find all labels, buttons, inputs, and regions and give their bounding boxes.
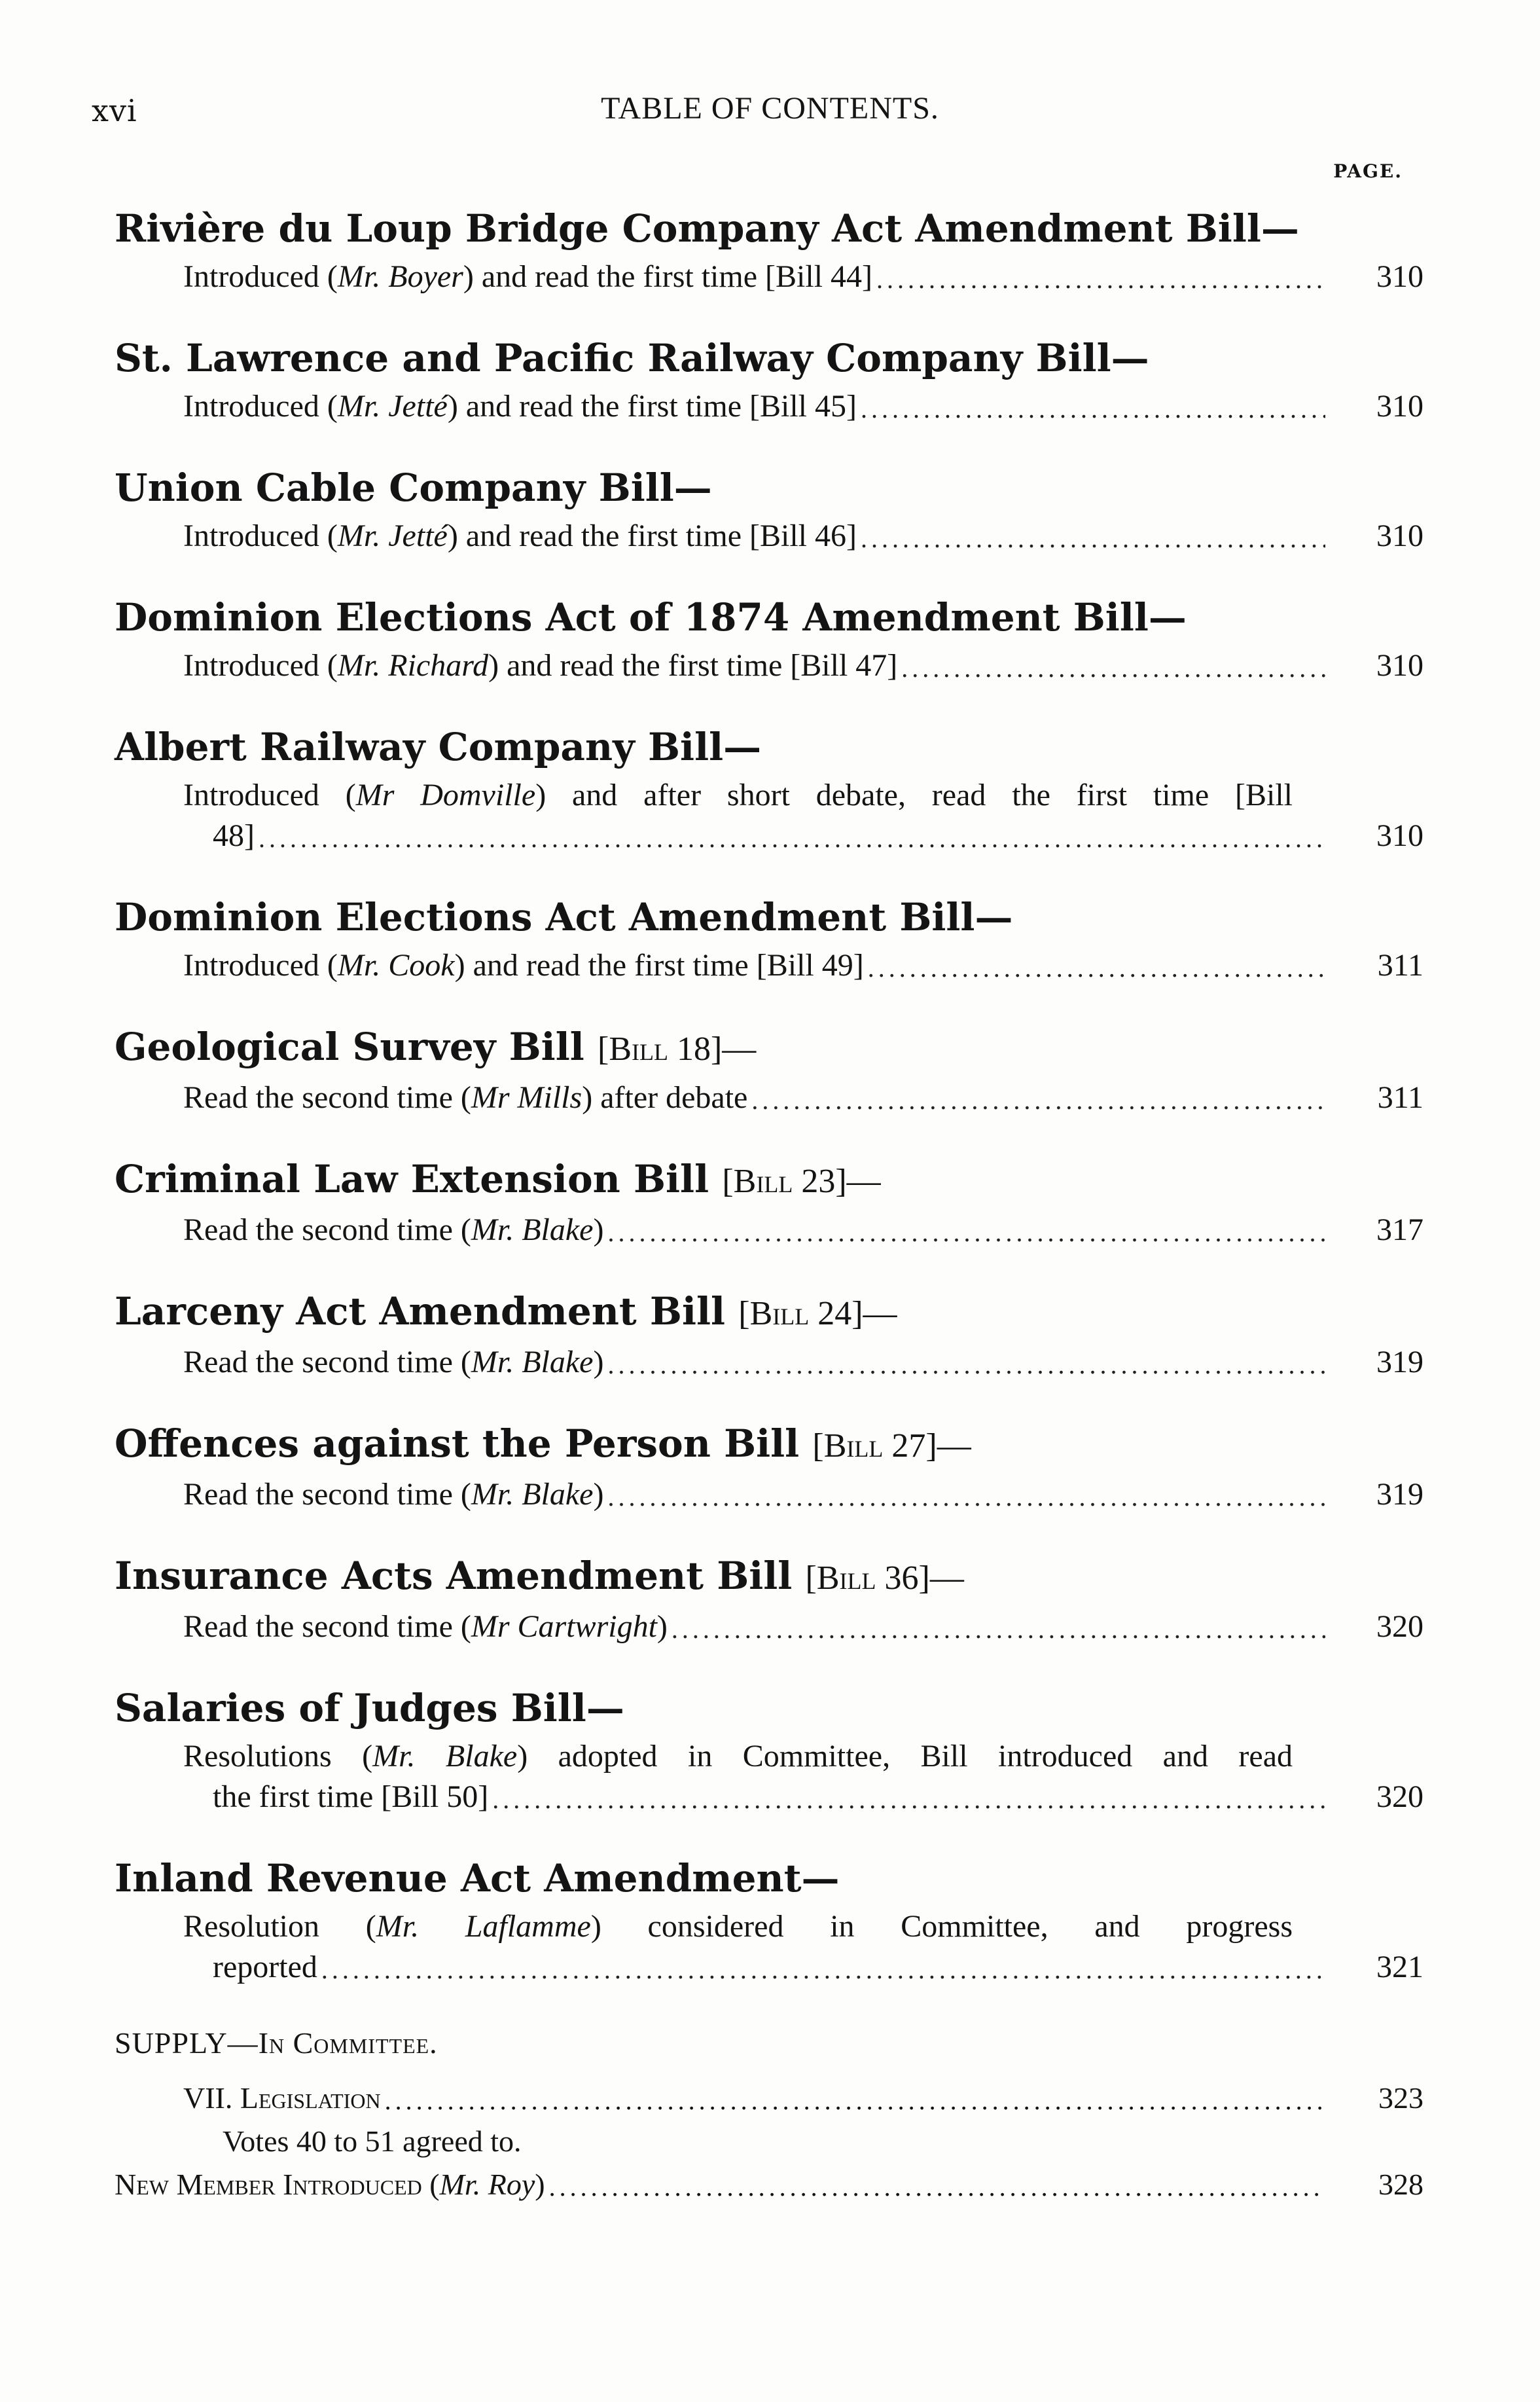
bill-reference [598, 1030, 756, 1068]
dot-leader [607, 1480, 1325, 1515]
page-reference: 317 [1376, 1212, 1424, 1247]
entry-text [183, 1078, 747, 1118]
dot-leader [549, 2170, 1325, 2205]
entry-text-after: ) and read the first time [Bill 46] [447, 519, 857, 553]
entry-line [115, 1906, 1424, 1988]
entry-text-before: Introduced ( [183, 778, 356, 812]
entry-heading-text: Criminal Law Extension Bill [115, 1157, 709, 1201]
toc-entry [115, 1853, 1424, 1988]
entry-text [183, 1736, 1424, 1777]
dot-leader [876, 262, 1325, 297]
entry-text [183, 646, 897, 686]
entry-heading: Dominion Elections Act Amendment Bill— [115, 895, 1013, 939]
toc-entry [115, 1418, 1424, 1515]
entry-text-after: ) and read the first time [Bill 47] [488, 648, 898, 683]
supply-label-committee: In Committee. [258, 2026, 438, 2060]
entry-text [183, 1474, 603, 1515]
table-of-contents [115, 203, 1424, 2205]
member-name: Mr Cartwright [471, 1609, 657, 1644]
page-reference: 323 [1378, 2081, 1424, 2115]
entry-text-before: ( [421, 2168, 440, 2201]
entry-line [115, 1210, 1424, 1250]
entry-heading [115, 1418, 1424, 1472]
supply-sub-label: Legislation [240, 2081, 381, 2115]
entry-text-before: Read the second time ( [183, 1080, 471, 1115]
entry-heading-text: Larceny Act Amendment Bill [115, 1289, 726, 1334]
toc-entry [115, 1550, 1424, 1647]
entry-line [115, 257, 1424, 297]
toc-entry [115, 1154, 1424, 1250]
dot-leader [385, 2083, 1325, 2119]
entry-text-before: Read the second time ( [183, 1212, 471, 1247]
entry-line [115, 945, 1424, 986]
entry-text [183, 516, 857, 556]
entry-text [183, 1342, 603, 1383]
dot-leader [751, 1083, 1325, 1118]
entry-text-after: ) [656, 1609, 668, 1644]
member-name: Mr. Blake [471, 1345, 594, 1379]
bill-word: Bill [816, 1559, 876, 1597]
page-reference: 311 [1377, 948, 1424, 983]
entry-continuation-text: reported [213, 1950, 317, 1984]
page-reference: 319 [1376, 1345, 1424, 1379]
entry-heading-text: Offences against the Person Bill [115, 1421, 800, 1466]
entry-text-after: ) and read the first time [Bill 44] [463, 259, 873, 294]
dot-leader [672, 1612, 1325, 1647]
member-name: Mr. Cook [337, 948, 455, 983]
toc-entry [115, 333, 1424, 427]
member-name: Mr. Roy [439, 2168, 535, 2201]
entry-text-after: ) and read the first time [Bill 45] [447, 389, 857, 424]
entry-line [115, 1078, 1424, 1118]
page-reference: 319 [1376, 1477, 1424, 1512]
entry-line [115, 386, 1424, 427]
member-name: Mr. Laflamme [376, 1909, 591, 1944]
entry-heading: St. Lawrence and Pacific Railway Company Bill— [115, 336, 1149, 380]
entry-text-after: ) [593, 1477, 604, 1512]
votes-note: Votes 40 to 51 agreed to. [223, 2124, 522, 2158]
toc-entry [115, 592, 1424, 686]
entry-line [115, 1607, 1424, 1647]
member-name: Mr. Blake [471, 1477, 594, 1512]
entry-text-before: Introduced ( [183, 389, 338, 424]
member-name: Mr. Richard [337, 648, 489, 683]
supply-sub-number: VII. [183, 2081, 240, 2115]
entry-text-after: ) considered in Committee, and progress [590, 1909, 1293, 1944]
entry-heading [115, 1021, 1424, 1075]
entry-heading: Albert Railway Company Bill— [115, 725, 762, 769]
entry-continuation [183, 1947, 1424, 1988]
entry-text-before: Introduced ( [183, 259, 338, 294]
new-member-entry [115, 2164, 1424, 2205]
entry-text-before: Introduced ( [183, 948, 338, 983]
member-name: Mr Mills [471, 1080, 582, 1115]
page-reference: 320 [1376, 1779, 1424, 1814]
supply-heading [115, 2023, 1424, 2064]
entry-text [183, 257, 872, 297]
bill-reference [812, 1427, 971, 1465]
entry-heading: Inland Revenue Act Amendment— [115, 1856, 840, 1901]
entry-line [115, 516, 1424, 556]
bill-word: Bill [749, 1295, 810, 1332]
bill-bracket: [ [738, 1295, 750, 1332]
entry-text-before: Read the second time ( [183, 1345, 471, 1379]
bill-reference [806, 1559, 964, 1597]
page-number-folio: xvi [92, 93, 137, 128]
bill-bracket: [ [805, 1559, 817, 1597]
entry-heading: Rivière du Loup Bridge Company Act Amendment Bill— [115, 206, 1299, 251]
entry-continuation-text: the first time [Bill 50] [213, 1779, 489, 1814]
toc-entry [115, 203, 1424, 297]
dot-leader [868, 951, 1325, 986]
entry-line [115, 1474, 1424, 1515]
dot-leader [607, 1215, 1325, 1250]
entry-continuation [183, 816, 1424, 856]
entry-text-before: Resolution ( [183, 1909, 376, 1944]
page-reference: 310 [1376, 648, 1424, 683]
bill-reference [738, 1295, 897, 1332]
dot-leader [901, 651, 1325, 686]
entry-text-after: ) and read the first time [Bill 49] [454, 948, 864, 983]
entry-heading [115, 1154, 1424, 1207]
toc-entry [115, 1021, 1424, 1118]
entry-heading-text: Geological Survey Bill [115, 1025, 584, 1069]
member-name: Mr. Boyer [337, 259, 463, 294]
entry-continuation-text: 48] [213, 818, 255, 853]
member-name: Mr. Blake [372, 1739, 518, 1774]
member-name: Mr Domville [355, 778, 536, 812]
entry-heading [115, 1550, 1424, 1604]
entry-text-after: ) [593, 1212, 604, 1247]
entry-heading: Dominion Elections Act of 1874 Amendment Bill— [115, 595, 1187, 640]
page-reference: 328 [1378, 2168, 1424, 2201]
page-column-label: PAGE. [1333, 160, 1403, 182]
page-reference: 321 [1376, 1950, 1424, 1984]
bill-bracket: [ [597, 1030, 609, 1068]
entry-text-before: Read the second time ( [183, 1477, 471, 1512]
bill-bracket: [ [722, 1163, 734, 1200]
page-reference: 310 [1376, 818, 1424, 853]
bill-number: 27]— [883, 1427, 971, 1465]
dot-leader [861, 391, 1325, 427]
bill-number: 23]— [793, 1163, 881, 1200]
entry-text-after: ) [535, 2168, 545, 2201]
bill-word: Bill [609, 1030, 668, 1068]
bill-reference [722, 1163, 880, 1200]
page-reference: 310 [1376, 259, 1424, 294]
entry-text [183, 1210, 603, 1250]
entry-text-after: ) after debate [582, 1080, 748, 1115]
entry-text-after: ) and after short debate, read the first time [Bill [535, 778, 1293, 812]
entry-heading-text: Insurance Acts Amendment Bill [115, 1554, 793, 1598]
entry-text-before: Introduced ( [183, 519, 338, 553]
supply-label: SUPPLY— [115, 2026, 259, 2060]
page-reference: 320 [1376, 1609, 1424, 1644]
page-title: TABLE OF CONTENTS. [601, 91, 939, 126]
entry-heading: Salaries of Judges Bill— [115, 1686, 624, 1730]
new-member-text [115, 2164, 545, 2205]
entry-text [183, 775, 1424, 816]
dot-leader [861, 521, 1325, 556]
entry-text [183, 945, 864, 986]
entry-text-before: Resolutions ( [183, 1739, 373, 1774]
bill-number: 24]— [809, 1295, 897, 1332]
bill-bracket: [ [812, 1427, 824, 1465]
running-head [0, 85, 1540, 131]
dot-leader [321, 1952, 1325, 1988]
toc-entry [115, 892, 1424, 986]
entry-text-after: ) [593, 1345, 604, 1379]
entry-text [183, 386, 857, 427]
bill-number: 18]— [668, 1030, 757, 1068]
entry-heading [115, 1286, 1424, 1339]
bill-number: 36]— [876, 1559, 964, 1597]
entry-line [115, 646, 1424, 686]
entry-text-after: ) adopted in Committee, Bill introduced and read [517, 1739, 1293, 1774]
toc-entry [115, 1683, 1424, 1817]
entry-line [115, 1736, 1424, 1817]
bill-word: Bill [823, 1427, 884, 1465]
entry-line [115, 1342, 1424, 1383]
bill-word: Bill [733, 1163, 793, 1200]
page-reference: 311 [1377, 1080, 1424, 1115]
toc-entry [115, 1286, 1424, 1383]
entry-text [183, 1906, 1424, 1947]
entry-heading: Union Cable Company Bill— [115, 465, 712, 510]
supply-sub-entry [115, 2078, 1424, 2119]
member-name: Mr. Jetté [337, 389, 448, 424]
new-member-label: New Member Introduced [115, 2168, 422, 2201]
dot-leader [492, 1782, 1325, 1817]
toc-entry [115, 721, 1424, 856]
page-reference: 310 [1376, 389, 1424, 424]
dot-leader [259, 821, 1325, 856]
member-name: Mr. Blake [471, 1212, 594, 1247]
dot-leader [607, 1347, 1325, 1383]
toc-entry [115, 462, 1424, 556]
entry-line [115, 775, 1424, 856]
supply-sub-text [183, 2078, 381, 2119]
entry-text-before: Introduced ( [183, 648, 338, 683]
page-reference: 310 [1376, 519, 1424, 553]
entry-text-before: Read the second time ( [183, 1609, 471, 1644]
member-name: Mr. Jetté [337, 519, 448, 553]
entry-continuation [183, 1777, 1424, 1817]
entry-text [183, 1607, 668, 1647]
